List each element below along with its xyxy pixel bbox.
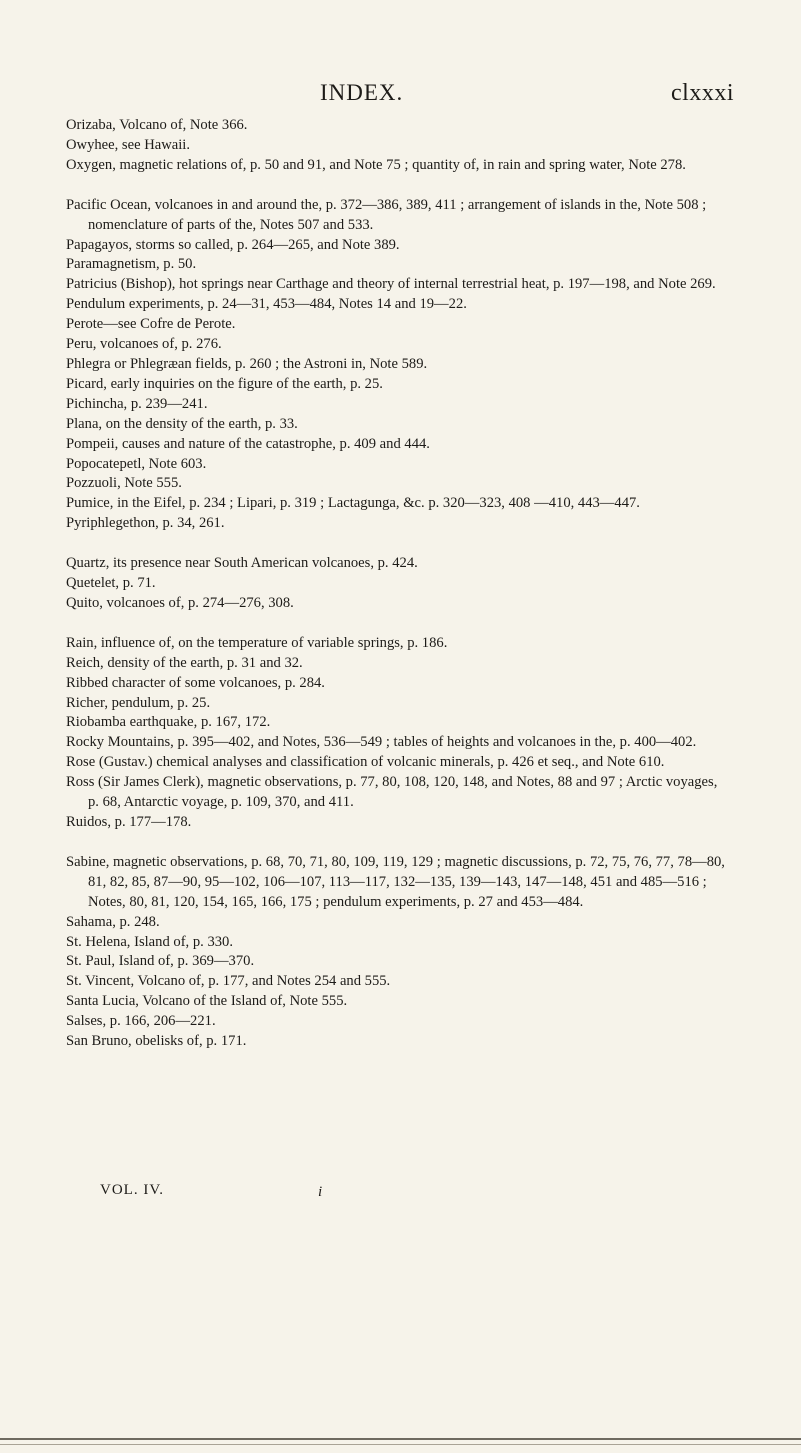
bottom-edge-rule-secondary [0, 1444, 801, 1445]
index-entry: Ruidos, p. 177—178. [66, 814, 192, 830]
index-entry: Quartz, its presence near South American volcanoes, p. 424. [66, 555, 418, 572]
index-entry: Pumice, in the Eifel, p. 234 ; Lipari, p. 319 ; Lactagunga, &c. p. 320—323, 408 —410, 443—447. [66, 495, 640, 512]
running-title: INDEX. [320, 80, 404, 105]
index-entry: Pacific Ocean, volcanoes in and around the, p. 372—386, 389, 411 ; arrangement of islands in the, Note 508 ; nomenclature of parts of the, Notes 507 and 533. [66, 196, 707, 233]
index-entry: Santa Lucia, Volcano of the Island of, Note 555. [66, 993, 348, 1010]
index-entry: Reich, density of the earth, p. 31 and 32. [66, 654, 303, 671]
index-entry: Rose (Gustav.) chemical analyses and classification of volcanic minerals, p. 426 et seq., and Note 610. [66, 754, 665, 771]
index-entry: Plana, on the density of the earth, p. 33. [66, 415, 298, 432]
index-entry: Peru, volcanoes of, p. 276. [66, 336, 222, 353]
bottom-edge-rule [0, 1438, 801, 1440]
index-entry: Patricius (Bishop), hot springs near Carthage and theory of internal terrestrial heat, p. 197—198, and Note 269. [66, 276, 716, 293]
index-entry: San Bruno, obelisks of, p. 171. [66, 1033, 247, 1050]
index-entry: Pozzuoli, Note 555. [66, 475, 182, 492]
index-section [66, 116, 730, 176]
index-entry: St. Paul, Island of, p. 369—370. [66, 953, 255, 970]
index-entry: Popocatepetl, Note 603. [66, 455, 207, 472]
volume-label: VOL. IV. [100, 1182, 164, 1198]
index-entry: Ross (Sir James Clerk), magnetic observations, p. 77, 80, 108, 120, 148, and Notes, 88 and 97 ; Arctic voyages, p. 68, Antarctic voyage, p. 109, 370, and 411. [66, 774, 718, 811]
index-entry: Salses, p. 166, 206—221. [66, 1013, 216, 1030]
index-entry: Orizaba, Volcano of, Note 366. [66, 117, 248, 133]
index-entry: Owyhee, see Hawaii. [66, 136, 190, 153]
page-number: clxxxi [671, 80, 734, 106]
index-entry: Pendulum experiments, p. 24—31, 453—484, Notes 14 and 19—22. [66, 296, 467, 313]
index-section [66, 853, 730, 1052]
index-entry: Pompeii, causes and nature of the catastrophe, p. 409 and 444. [66, 435, 430, 452]
index-entry: Perote—see Cofre de Perote. [66, 316, 236, 333]
index-entry: Oxygen, magnetic relations of, p. 50 and 91, and Note 75 ; quantity of, in rain and spring water, Note 278. [66, 156, 686, 173]
index-section [66, 196, 730, 534]
index-entry: Riobamba earthquake, p. 167, 172. [66, 714, 271, 731]
index-entry: Rocky Mountains, p. 395—402, and Notes, 536—549 ; tables of heights and volcanoes in the, p. 400—402. [66, 734, 697, 751]
index-entry: Sabine, magnetic observations, p. 68, 70, 71, 80, 109, 119, 129 ; magnetic discussions, p. 72, 75, 76, 77, 78—80, 81, 82, 85, 87—90, 95—102, 106—107, 113—117, 132—135, 139—143, 147—148, 451 and 485—516 ; Notes, 80, 81, 120, 154, 165, 166, 175 ; pendulum experiments, p. 27 and 453—484. [66, 853, 725, 910]
index-entry: Quetelet, p. 71. [66, 575, 156, 592]
index-entry: Papagayos, storms so called, p. 264—265, and Note 389. [66, 236, 400, 253]
index-entry: Pichincha, p. 239—241. [66, 395, 208, 412]
page-header [62, 80, 734, 112]
index-entry: Paramagnetism, p. 50. [66, 256, 197, 273]
page-footer [100, 1182, 700, 1206]
index-entry: Quito, volcanoes of, p. 274—276, 308. [66, 594, 294, 611]
index-section [66, 554, 730, 614]
index-entry: Ribbed character of some volcanoes, p. 284. [66, 674, 325, 691]
index-entry: Richer, pendulum, p. 25. [66, 694, 211, 711]
index-entry: Pyriphlegethon, p. 34, 261. [66, 515, 225, 532]
index-entry: Sahama, p. 248. [66, 913, 160, 930]
index-entry: Phlegra or Phlegræan fields, p. 260 ; the Astroni in, Note 589. [66, 355, 428, 372]
index-entry: St. Vincent, Volcano of, p. 177, and Notes 254 and 555. [66, 973, 391, 990]
signature-mark: i [318, 1184, 324, 1200]
index-entry: Picard, early inquiries on the figure of the earth, p. 25. [66, 375, 383, 392]
index-section [66, 634, 730, 833]
index-content [66, 116, 730, 1072]
index-entry: St. Helena, Island of, p. 330. [66, 933, 233, 950]
index-entry: Rain, influence of, on the temperature of variable springs, p. 186. [66, 634, 448, 651]
